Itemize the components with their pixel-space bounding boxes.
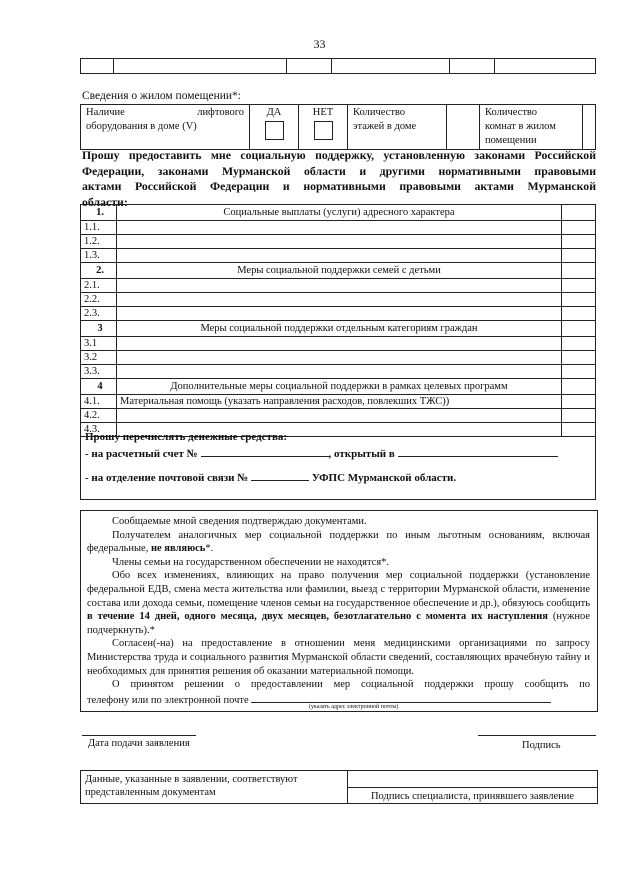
section-mark-cell[interactable]	[562, 321, 596, 337]
housing-label: Сведения о жилом помещении*:	[82, 90, 241, 102]
item-mark-cell[interactable]	[562, 365, 596, 379]
no-checkbox[interactable]	[314, 121, 333, 140]
declaration-box: Сообщаемые мной сведения подтверждаю документами. Получателем аналогичных мер социальной поддержки по иным льготным основаниям, включая федеральные, не являюсь*. Члены семьи на государственном обеспечении не находятся*. Обо всех изменениях, влияющих на право получения мер социальной поддержки (установление федеральной ЕДВ, смена места жительства или фамилии, выезд с территории Мурманской области, изменение состава или дохода семьи, помещение членов семьи на государственное обеспечение и др.), обязуюсь сообщить в течение 14 дней, одного месяца, двух месяцев, безотлагательно с момента их наступления (нужное подчеркнуть).* Согласен(-на) на предоставление в отношении меня медицинскими организациями по запросу Министерства труда и социального развития Мурманской области сведений, составляющих врачебную тайну и необходимых для принятия решения об оказании материальной помощи. О принятом решении о предоставлении мер социальной поддержки прошу сообщить по телефону или по электронной почте (указать адрес электронной почты)	[80, 510, 598, 712]
section-number: 1.	[81, 205, 117, 221]
section-number: 2.	[81, 263, 117, 279]
item-mark-cell[interactable]	[562, 293, 596, 307]
account-line: - на расчетный счет № , открытый в	[85, 446, 558, 460]
yes-checkbox[interactable]	[265, 121, 284, 140]
signature-line[interactable]	[478, 735, 596, 736]
section-header-row	[81, 379, 596, 395]
item-number: 3.1	[81, 337, 117, 351]
previous-table-fragment	[80, 58, 596, 74]
item-mark-cell[interactable]	[562, 351, 596, 365]
floors-input[interactable]	[447, 105, 480, 150]
item-number: 2.3.	[81, 307, 117, 321]
no-cell: НЕТ	[299, 105, 348, 150]
table-row	[81, 293, 596, 307]
item-mark-cell[interactable]	[562, 395, 596, 409]
verification-table	[80, 770, 598, 804]
item-mark-cell[interactable]	[562, 221, 596, 235]
floors-label-cell: Количество этажей в доме	[348, 105, 447, 150]
table-row	[81, 249, 596, 263]
request-text: Прошу предоставить мне социальную поддержку, установленную законами Российской Федерации, законами Мурманской области и другими нормативными правовыми актами Российской Федерации и нормативными правовыми актами Мурманской области:	[82, 148, 596, 209]
item-number: 4.3.	[81, 423, 117, 437]
postal-number-field[interactable]	[251, 470, 309, 481]
item-number: 3.2	[81, 351, 117, 365]
section-header-row	[81, 205, 596, 221]
table-row	[81, 221, 596, 235]
item-text[interactable]	[117, 365, 562, 379]
section-mark-cell[interactable]	[562, 263, 596, 279]
item-number: 3.3.	[81, 365, 117, 379]
item-text[interactable]	[117, 221, 562, 235]
page-number: 33	[313, 37, 326, 51]
item-text[interactable]	[117, 409, 562, 423]
postal-line: - на отделение почтовой связи № УФПС Мурманской области.	[85, 472, 457, 484]
item-text[interactable]	[117, 293, 562, 307]
item-number: 2.1.	[81, 279, 117, 293]
housing-table	[80, 104, 596, 150]
date-line[interactable]	[82, 735, 196, 736]
item-mark-cell[interactable]	[562, 307, 596, 321]
item-mark-cell[interactable]	[562, 409, 596, 423]
section-title: Дополнительные меры социальной поддержки в рамках целевых программ	[117, 379, 562, 395]
elevator-cell: Наличие лифтового оборудования в доме (V)	[81, 105, 250, 150]
email-field[interactable]	[251, 692, 551, 703]
item-mark-cell[interactable]	[562, 337, 596, 351]
yes-cell: ДА	[250, 105, 299, 150]
verification-text: Данные, указанные в заявлении, соответствуют представленным документам	[81, 771, 348, 804]
payment-title: Прошу перечислять денежные средства:	[85, 431, 288, 443]
table-row	[81, 307, 596, 321]
rooms-input[interactable]	[583, 105, 596, 150]
item-mark-cell[interactable]	[562, 279, 596, 293]
date-label: Дата подачи заявления	[88, 738, 190, 749]
item-mark-cell[interactable]	[562, 235, 596, 249]
section-title: Меры социальной поддержки семей с детьми	[117, 263, 562, 279]
table-row	[81, 365, 596, 379]
item-text[interactable]	[117, 279, 562, 293]
section-mark-cell[interactable]	[562, 379, 596, 395]
item-text[interactable]: Материальная помощь (указать направления расходов, повлекших ТЖС))	[117, 395, 562, 409]
item-text[interactable]	[117, 249, 562, 263]
item-number: 4.1.	[81, 395, 117, 409]
item-text[interactable]	[117, 351, 562, 365]
item-number: 2.2.	[81, 293, 117, 307]
email-caption: (указать адрес электронной почты)	[309, 704, 399, 710]
table-row	[81, 337, 596, 351]
item-text[interactable]	[117, 307, 562, 321]
section-mark-cell[interactable]	[562, 205, 596, 221]
table-row	[81, 351, 596, 365]
item-text[interactable]	[117, 235, 562, 249]
item-number: 4.2.	[81, 409, 117, 423]
item-number: 1.1.	[81, 221, 117, 235]
item-number: 1.3.	[81, 249, 117, 263]
section-header-row	[81, 263, 596, 279]
table-row	[81, 409, 596, 423]
account-number-field[interactable]	[201, 446, 329, 457]
support-measures-table	[80, 204, 596, 437]
signature-label: Подпись	[522, 740, 561, 751]
section-title: Социальные выплаты (услуги) адресного характера	[117, 205, 562, 221]
table-row	[81, 235, 596, 249]
bank-field[interactable]	[398, 446, 558, 457]
item-text[interactable]	[117, 337, 562, 351]
specialist-signature-cell[interactable]: Подпись специалиста, принявшего заявление	[348, 771, 598, 804]
section-number: 3	[81, 321, 117, 337]
section-number: 4	[81, 379, 117, 395]
section-title: Меры социальной поддержки отдельным категориям граждан	[117, 321, 562, 337]
rooms-label-cell: Количество комнат в жилом помещении	[480, 105, 583, 150]
section-header-row	[81, 321, 596, 337]
item-mark-cell[interactable]	[562, 249, 596, 263]
table-row	[81, 395, 596, 409]
payment-box	[80, 429, 596, 500]
table-row	[81, 279, 596, 293]
item-number: 1.2.	[81, 235, 117, 249]
